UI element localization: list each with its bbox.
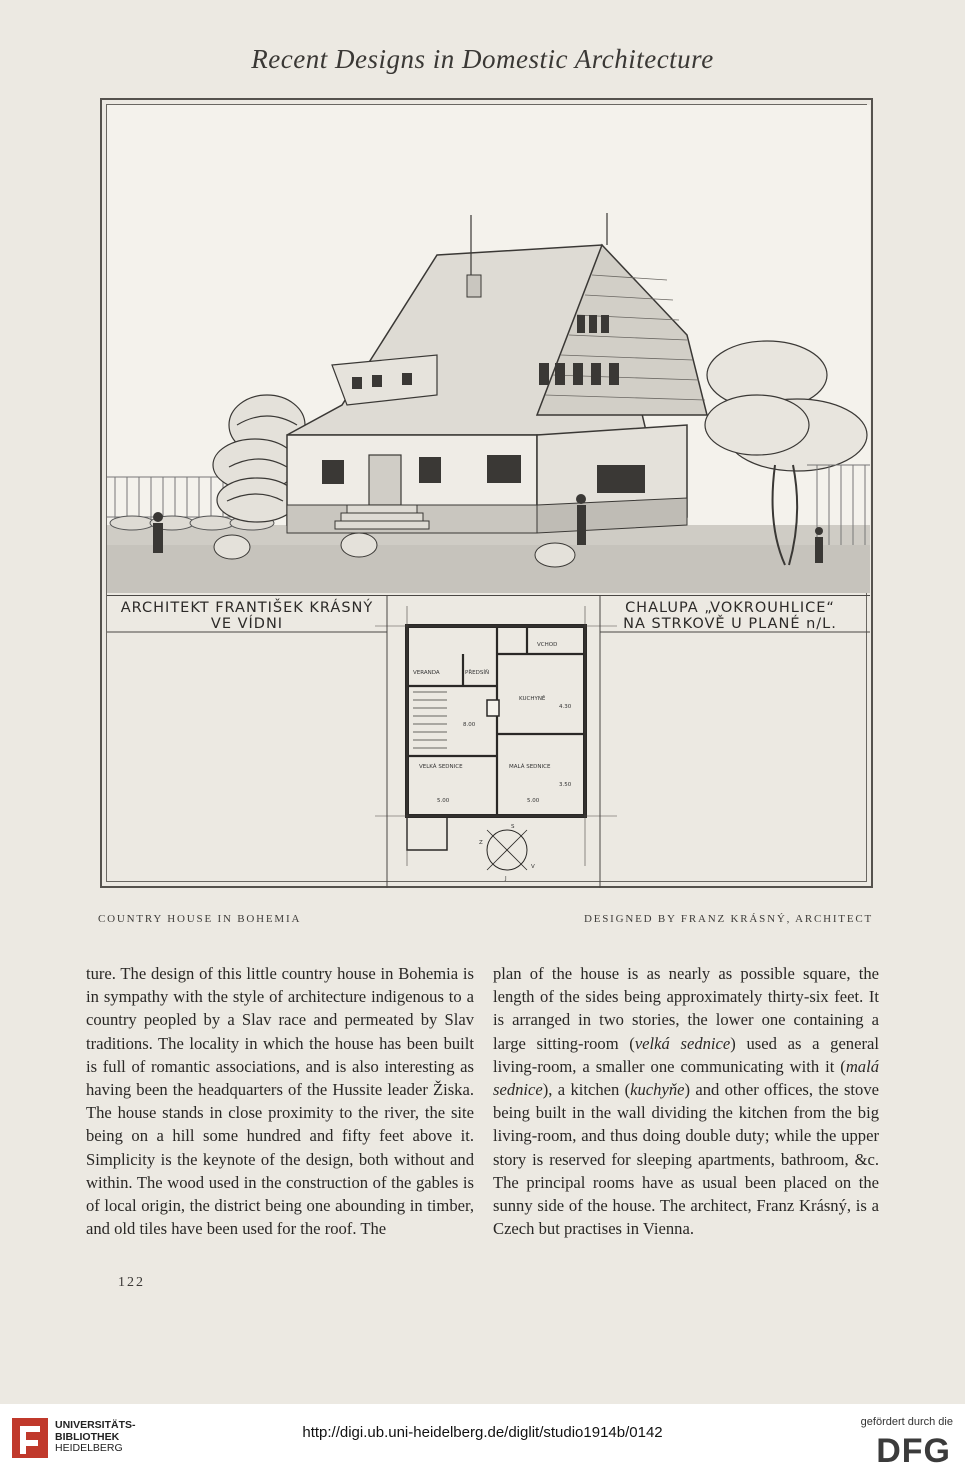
plan-stair bbox=[413, 692, 447, 748]
ub-name-line3: HEIDELBERG bbox=[55, 1442, 123, 1454]
plan-dim-800: 8.00 bbox=[463, 722, 476, 728]
body-column-left bbox=[86, 962, 474, 1240]
compass-label-z: Z bbox=[479, 840, 483, 846]
plate-inner-frame bbox=[106, 104, 867, 882]
architect-label-line1: ARCHITEKT FRANTIŠEK KRÁSNÝ bbox=[120, 600, 374, 616]
dfg-logo: DFG bbox=[876, 1432, 951, 1470]
source-url-link[interactable]: http://digi.ub.uni-heidelberg.de/diglit/studio1914b/0142 bbox=[302, 1424, 663, 1441]
plan-dim-500-left: 5.00 bbox=[437, 798, 450, 804]
house-perspective-drawing bbox=[107, 105, 870, 593]
ub-name-line1: UNIVERSITÄTS- bbox=[55, 1419, 136, 1431]
plan-label-mala-sednice: MALÁ SEDNICE bbox=[509, 764, 551, 770]
plan-label-vchod: VCHOD bbox=[537, 642, 558, 648]
italic-term-mala-sednice: malá sednice bbox=[493, 1056, 879, 1100]
chimney bbox=[467, 275, 481, 297]
body-text-segment: ) used as a general living-room, a smaller one communicating with it ( bbox=[493, 1033, 879, 1076]
caption-left: COUNTRY HOUSE IN BOHEMIA bbox=[98, 913, 302, 925]
plan-veranda-extension bbox=[407, 816, 447, 850]
plan-dim-350: 3.50 bbox=[559, 782, 572, 788]
body-text-segment: ), a kitchen ( bbox=[542, 1080, 631, 1100]
plan-label-predsin: PŘEDSÍŇ bbox=[465, 670, 490, 676]
plan-label-velka-sednice: VELKÁ SEDNICE bbox=[419, 764, 463, 770]
architect-label-line2: VE VÍDNI bbox=[210, 616, 284, 632]
body-text-segment: plan of the house is as nearly as possible square, the length of the sides being approximately thirty-six feet. It is arranged in two stories, the lower one containing a large sitting-room ( bbox=[493, 964, 879, 1053]
floor-plan-area bbox=[107, 595, 870, 888]
italic-term-kuchyne: kuchyňe bbox=[630, 1080, 685, 1100]
body-paragraph-right bbox=[493, 962, 879, 1240]
page-number: 122 bbox=[118, 1275, 145, 1290]
plan-dim-500-right: 5.00 bbox=[527, 798, 540, 804]
compass-label-j: J bbox=[505, 876, 507, 882]
entrance-steps bbox=[335, 505, 429, 529]
funding-note: gefördert durch die bbox=[860, 1416, 953, 1428]
digitization-footer bbox=[0, 1404, 965, 1476]
italic-term-velka-sednice: velká sednice bbox=[634, 1033, 731, 1053]
body-text-segment: ) and other offices, the stove being built in the wall dividing the kitchen from the big living-room, and thus doing double duty; while the upper story is reserved for sleeping apartments, bathroom, &c. The principal rooms have as usual been placed on the sunny side of the house. The architect, Franz Krásný, is a Czech but practises in Vienna. bbox=[493, 1080, 879, 1239]
house-name-label-line1: CHALUPA „VOKROUHLICE“ bbox=[625, 600, 835, 616]
plan-stove bbox=[487, 700, 499, 716]
plan-label-kuchyne: KUCHYNĚ bbox=[519, 696, 546, 702]
illustration-plate bbox=[100, 98, 873, 888]
house-name-label-line2: NA STRKOVĚ U PLANÉ n/L. bbox=[623, 616, 837, 632]
ub-name-line2: BIBLIOTHEK bbox=[55, 1430, 120, 1443]
compass-label-s: S bbox=[511, 824, 515, 830]
entrance bbox=[369, 455, 401, 505]
plan-label-veranda: VERANDA bbox=[413, 670, 440, 676]
running-head: Recent Designs in Domestic Architecture bbox=[251, 44, 714, 74]
house-drawing-svg bbox=[107, 105, 870, 593]
plan-dim-430: 4.30 bbox=[559, 704, 572, 710]
compass-label-v: V bbox=[531, 864, 535, 870]
body-paragraph-left: ture. The design of this little country house in Bohemia is in sympathy with the style of architecture indigenous to a country peopled by a Slav race and permeated by Slav traditions. The locality in which the house has been built is full of romantic associations, and is also interesting as having been the headquarters of the Hussite leader Žiska. The house stands in close proximity to the river, the site being on a hill some hundred and fifty feet above it. Simplicity is the keynote of the design, both without and within. The wood used in the construction of the gables is of local origin, the district being one abounding in timber, and old tiles have been used for the roof. The bbox=[86, 964, 474, 1239]
body-column-right bbox=[493, 962, 879, 1240]
caption-right: DESIGNED BY FRANZ KRÁSNÝ, ARCHITECT bbox=[583, 913, 873, 925]
floor-plan-svg bbox=[107, 596, 870, 888]
